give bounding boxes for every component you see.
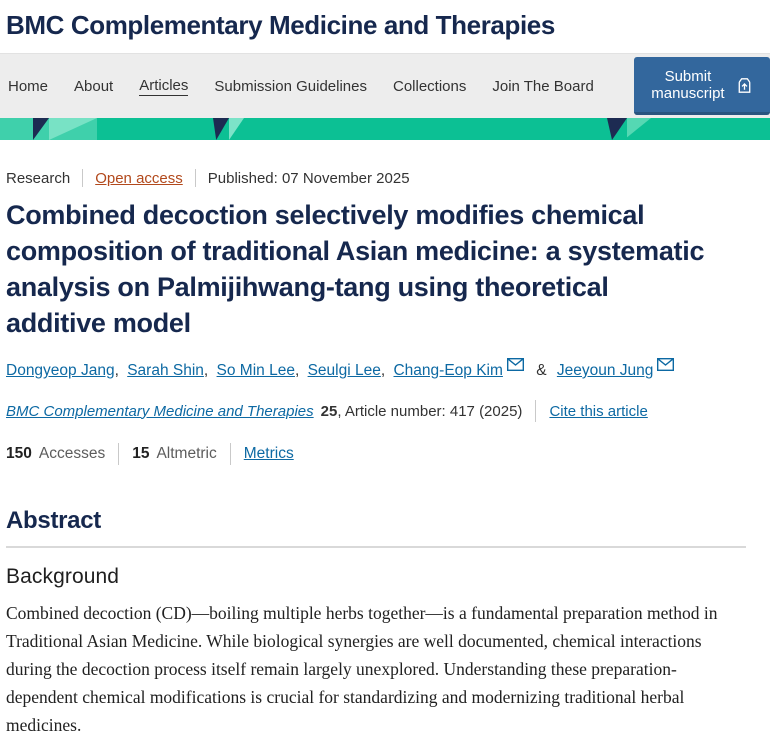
journal-title: BMC Complementary Medicine and Therapies [6, 10, 555, 40]
journal-citation-line [6, 400, 746, 422]
main-nav [0, 53, 770, 118]
nav-item-home[interactable]: Home [8, 77, 49, 95]
journal-header [0, 0, 770, 53]
metrics-link[interactable]: Metrics [243, 445, 294, 462]
author-ampersand: & [536, 362, 547, 379]
altmetric-label: Altmetric [156, 445, 217, 462]
accesses-label: Accesses [38, 445, 106, 462]
journal-link[interactable]: BMC Complementary Medicine and Therapies [6, 402, 314, 420]
accesses-count: 150 [6, 445, 32, 462]
separator [82, 169, 83, 187]
banner-dark-triangle [213, 118, 229, 140]
authors-line [6, 362, 746, 380]
submit-manuscript-label: Submit manuscript [651, 68, 725, 102]
nav-item-articles[interactable]: Articles [139, 76, 189, 94]
separator [230, 443, 231, 465]
article-page [0, 140, 770, 739]
author-link[interactable]: So Min Lee [216, 362, 295, 379]
banner-light-triangle [229, 118, 244, 140]
author-separator: , [294, 362, 300, 379]
author-link[interactable]: Jeeyoun Jung [556, 362, 654, 379]
cite-this-article-link[interactable]: Cite this article [549, 402, 648, 420]
author-separator: , [380, 362, 386, 379]
author-separator: , [203, 362, 209, 379]
banner-light-triangle [627, 118, 651, 140]
banner [0, 118, 770, 140]
published-date: Published: 07 November 2025 [207, 169, 410, 187]
author-link[interactable]: Dongyeop Jang [6, 362, 115, 379]
metrics-line [6, 443, 746, 465]
banner-dark-triangle [607, 118, 627, 140]
background-heading: Background [6, 565, 120, 588]
abstract-heading: Abstract [6, 507, 101, 534]
article-number: , Article number: 417 (2025) [337, 402, 523, 420]
email-icon[interactable] [657, 358, 674, 375]
article-meta-line [6, 169, 746, 187]
separator [118, 443, 119, 465]
author-link[interactable]: Seulgi Lee [307, 362, 381, 379]
nav-item-submission-guidelines[interactable]: Submission Guidelines [214, 77, 367, 95]
nav-item-collections[interactable]: Collections [392, 77, 467, 95]
open-access-link[interactable]: Open access [95, 169, 183, 187]
nav-item-about[interactable]: About [74, 77, 114, 95]
journal-volume: 25 [320, 402, 338, 420]
email-icon[interactable] [507, 358, 524, 375]
separator [535, 400, 536, 422]
abstract-paragraph: Combined decoction (CD)—boiling multiple herbs together—is a fundamental preparation method in Traditional Asian Medicine. While biological synergies are well documented, chemical interactions during the decoction process itself remain largely unexplored. Understanding these preparation-dependent chemical modifications is crucial for standardizing and modernizing traditional herbal medicines. [6, 603, 718, 735]
author-separator: , [114, 362, 119, 379]
article-type-label: Research [6, 169, 71, 187]
divider [6, 546, 746, 548]
author-link[interactable]: Chang-Eop Kim [393, 362, 503, 379]
author-link[interactable]: Sarah Shin [127, 362, 204, 379]
separator [195, 169, 196, 187]
article-title: Combined decoction selectively modifies chemical composition of traditional Asian medicine: a systematic analysis on Palmijihwang-tang using theoretical additive model [6, 200, 705, 338]
altmetric-count: 15 [132, 445, 150, 462]
nav-item-join-the-board[interactable]: Join The Board [492, 77, 594, 95]
submit-manuscript-button[interactable] [634, 57, 770, 115]
submit-manuscript-icon [735, 76, 754, 95]
